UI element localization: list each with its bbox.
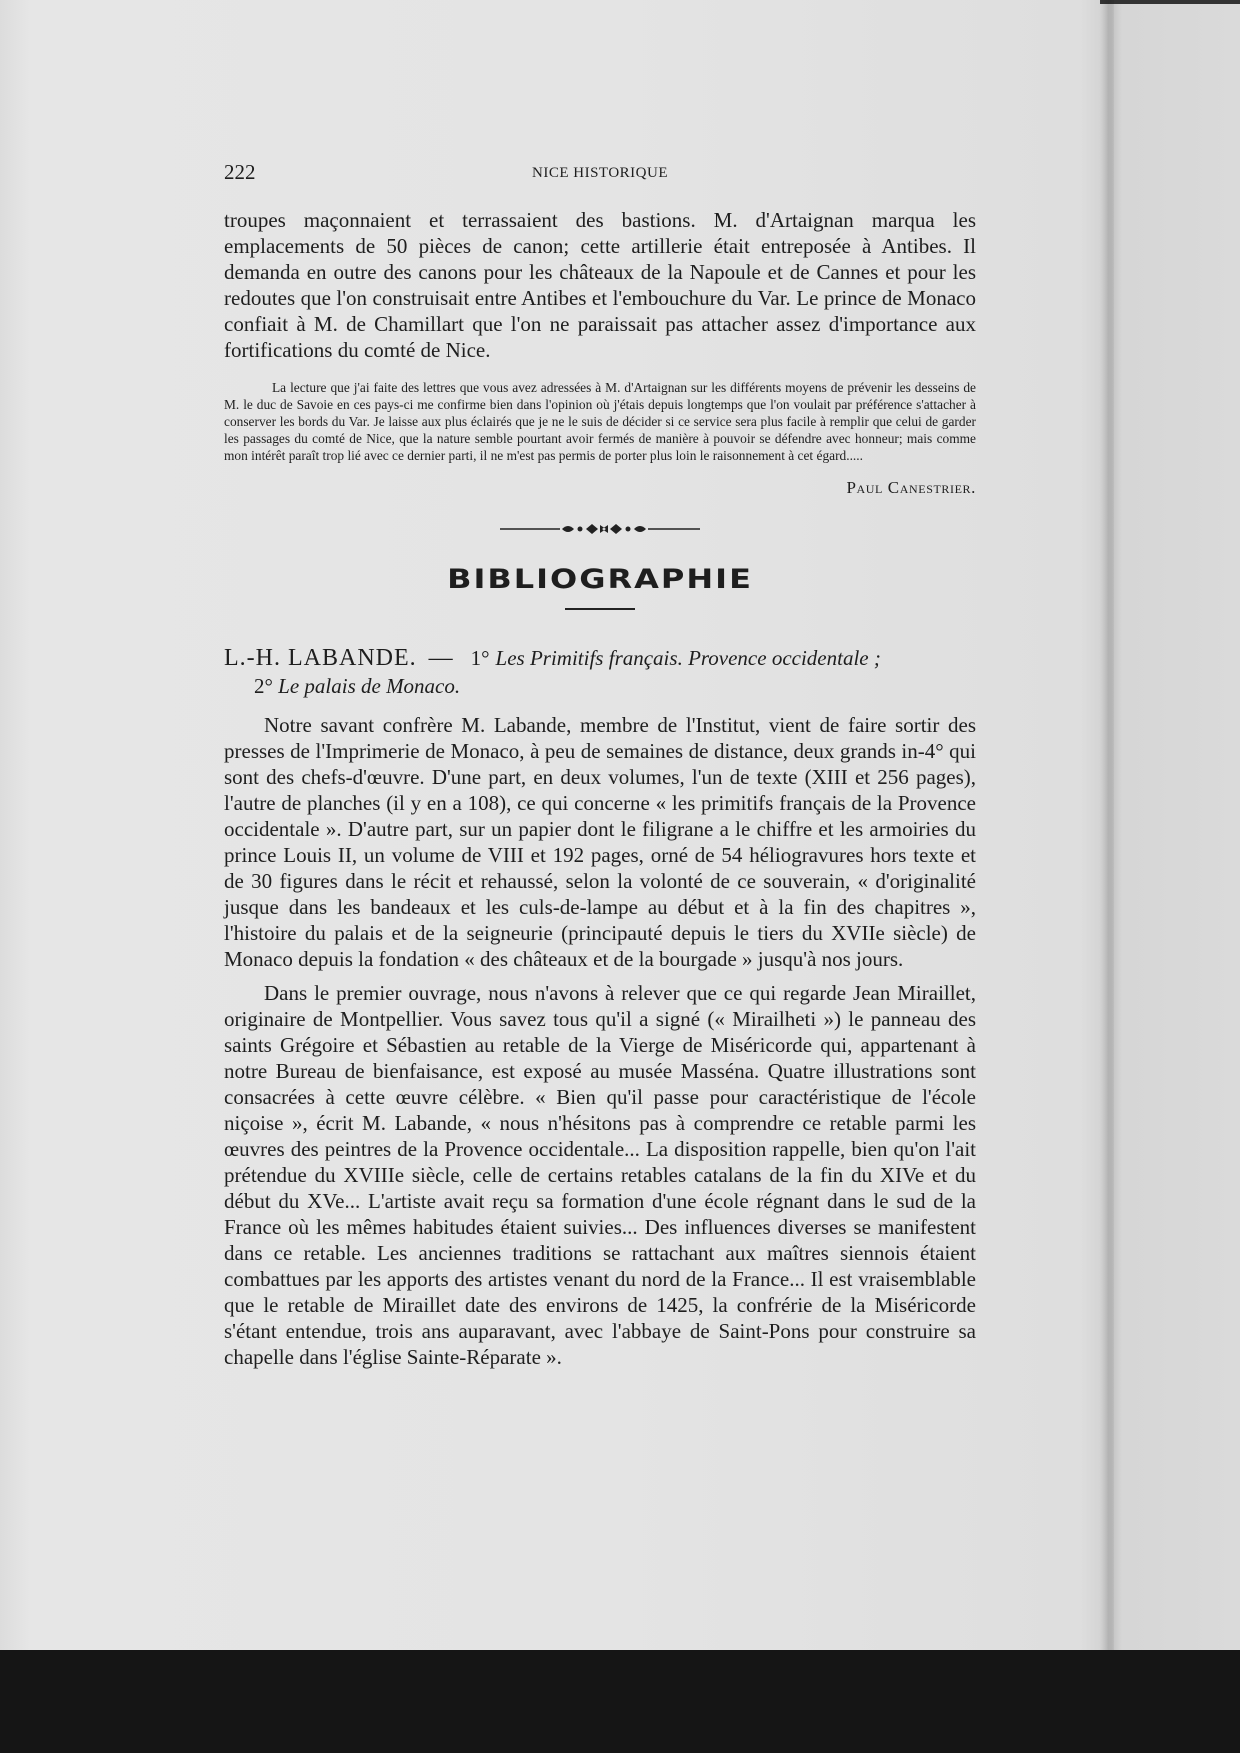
ornament-divider-icon — [500, 522, 700, 536]
block-quote: La lecture que j'ai faite des lettres que vous avez adressées à M. d'Artaignan sur les différents moyens de prévenir les desseins de M. le duc de Savoie en ces pays-ci me confirme bien dans l'opinion où j'étais depuis longtemps que l'on voulait par préférence s'attacher à conserver les bords du Var. Je laisse aux plus éclairés que je ne le suis de décider si ce service sera plus facile à remplir que celui de garder les passages du comté de Nice, que la nature semble pourtant avoir fermés de manière à pouvoir se défendre avec honneur; mais comme mon intérêt paraît trop lié avec ce dernier parti, il ne m'est pas permis de porter plus loin le raisonnement à cet égard..... — [224, 380, 976, 463]
entry-author: L.-H. LABANDE. — [224, 645, 417, 671]
body-paragraph-2: Notre savant confrère M. Labande, membre de l'Institut, vient de faire sortir des presses de l'Imprimerie de Monaco, à peu de semaines de distance, deux grands in-4° qui sont des chefs-d'œuvre. D'une part, en deux volumes, l'un de texte (XIII et 256 pages), l'autre de planches (il y en a 108), ce qui concerne « les primitifs français de la Provence occidentale ». D'autre part, sur un papier dont le filigrane a le chiffre et les armoiries du prince Louis II, un volume de VIII et 192 pages, orné de 54 héliogravures hors texte et de 30 figures dans le récit et rehaussé, selon la volonté de ce souverain, « d'originalité jusque dans les bandeaux et les culs-de-lampe au début et à la fin des chapitres », l'histoire du palais et de la seigneurie (principauté depuis le tiers du XVIIe siècle) de Monaco depuis la fondation « des châteaux et de la bourgade » jusqu'à nos jours. — [224, 713, 976, 971]
entry-number-1: 1° — [470, 646, 490, 670]
entry-line-2 — [254, 672, 976, 700]
entry-title-2: Le palais de Monaco. — [278, 674, 461, 698]
scan-edge-mark — [1100, 0, 1240, 4]
title-underline — [565, 608, 635, 610]
author-signature: Paul Canestrier. — [846, 478, 976, 497]
entry-line-1 — [224, 644, 976, 672]
entry-title-1: Les Primitifs français. Provence occidentale ; — [495, 646, 881, 670]
fleuron-ornament — [224, 522, 976, 538]
page-number: 222 — [224, 160, 256, 184]
section-title: BIBLIOGRAPHIE — [447, 563, 753, 595]
page-content — [224, 160, 976, 1370]
body-paragraph-1: troupes maçonnaient et terrassaient des bastions. M. d'Artaignan marqua les emplacements de 50 pièces de canon; cette artillerie était entreposée à Antibes. Il demanda en outre des canons pour les châteaux de la Napoule et de Cannes et pour les redoutes que l'on construisait entre Antibes et l'embouchure du Var. Le prince de Monaco confiait à M. de Chamillart que l'on ne paraissait pas attacher assez d'importance aux fortifications du comté de Nice. — [224, 208, 976, 362]
entry-dash: — — [428, 645, 453, 671]
running-head — [224, 160, 976, 190]
bibliography-entry-heading — [224, 644, 976, 700]
entry-number-2: 2° — [254, 674, 273, 698]
body-paragraph-3: Dans le premier ouvrage, nous n'avons à relever que ce qui regarde Jean Miraillet, originaire de Montpellier. Vous savez tous qu'il a signé (« Mirailheti ») le panneau des saints Grégoire et Sébastien au retable de la Vierge de Miséricorde qui, appartenant à notre Bureau de bienfaisance, est exposé au musée Masséna. Quatre illustrations sont consacrées à cette œuvre célèbre. « Bien qu'il passe pour caractéristique de l'école niçoise », écrit M. Labande, « nous n'hésitons pas à comprendre ce retable parmi les œuvres des peintres de la Provence occidentale... La disposition rappelle, bien qu'on l'ait prétendue du XVIIIe siècle, celle de certains retables catalans de la fin du XIVe et du début du XVe... L'artiste avait reçu sa formation d'une école régnant dans le sud de la France où les mêmes habitudes étaient suivies... Des influences diverses se manifestent dans ce retable. Les anciennes traditions se rattachant aux maîtres siennois étaient combattues par les apports des artistes venant du nord de la France... Il est vraisemblable que le retable de Miraillet date des environs de 1425, la confrérie de la Miséricorde s'étant entendue, trois ans auparavant, avec l'abbaye de Saint-Pons pour construire sa chapelle dans l'église Sainte-Réparate ». — [224, 981, 976, 1369]
scan-background — [0, 1650, 1240, 1753]
journal-title: NICE HISTORIQUE — [532, 165, 668, 181]
page-fold-shadow — [1100, 0, 1114, 1650]
